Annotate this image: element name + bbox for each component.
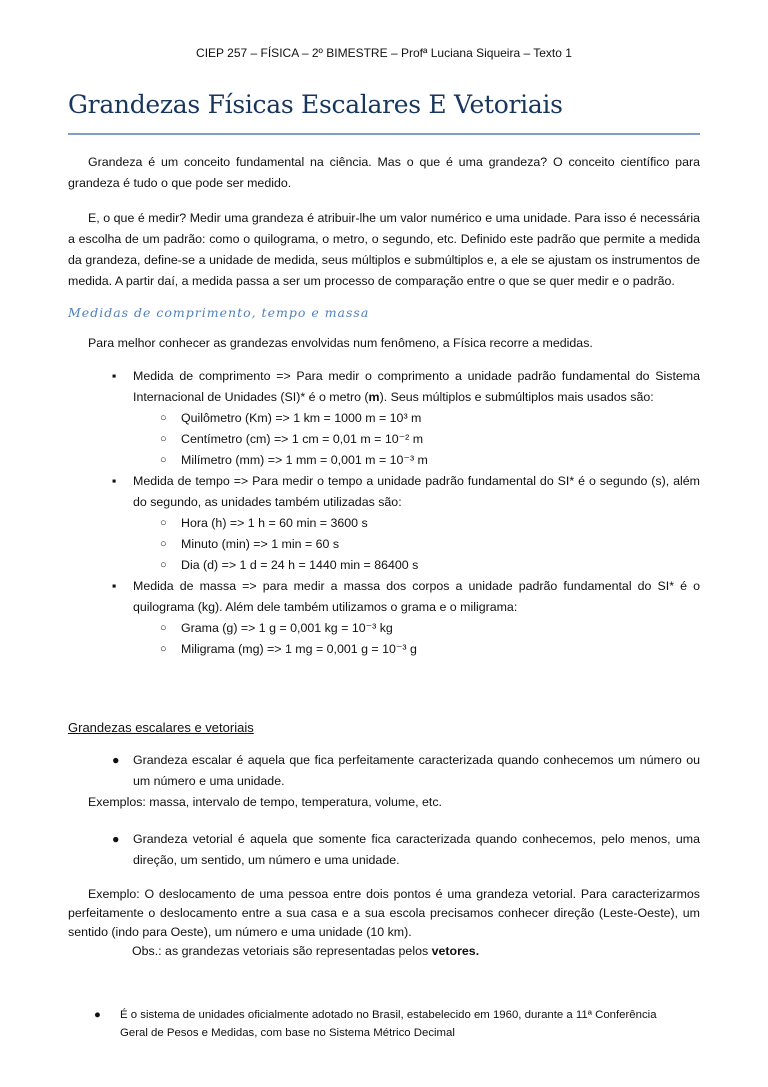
list-item xyxy=(68,555,700,576)
item-text: ). Seus múltiplos e submúltiplos mais usados são: xyxy=(379,390,654,404)
item-text: Centímetro (cm) => 1 cm = 0,01 m = 10⁻² m xyxy=(181,432,424,446)
list-item xyxy=(68,450,700,471)
measures-list xyxy=(68,366,700,660)
footnote xyxy=(68,1006,700,1042)
paragraph-measuring: E, o que é medir? Medir uma grandeza é atribuir-lhe um valor numérico e uma unidade. Para isso é necessária a escolha de um padrão: como o quilograma, o metro, o segundo, etc. Definido este padrão que permite a medida da grandeza, define-se a unidade de medida, seus múltiplos e submúltiplos e, a ele se ajustam os instrumentos de medida. A partir daí, a medida passa a ser um processo de comparação entre o que se quer medir e o padrão. xyxy=(68,211,700,288)
circle-bullet-icon: ○ xyxy=(160,412,167,424)
paragraph-definition: Grandeza é um conceito fundamental na ciência. Mas o que é uma grandeza? O conceito científico para grandeza é tudo o que pode ser medido. xyxy=(68,155,700,190)
title-divider xyxy=(68,133,700,135)
list-item xyxy=(68,429,700,450)
section-heading: Grandezas escalares e vetoriais xyxy=(68,720,254,735)
scalar-examples: Exemplos: massa, intervalo de tempo, temperatura, volume, etc. xyxy=(88,795,442,809)
list-item xyxy=(68,513,700,534)
list-item xyxy=(68,408,700,429)
list-item xyxy=(68,471,700,513)
paragraph-intro: Para melhor conhecer as grandezas envolvidas num fenômeno, a Física recorre a medidas. xyxy=(88,336,593,350)
item-text: Miligrama (mg) => 1 mg = 0,001 g = 10⁻³ g xyxy=(181,642,417,656)
body xyxy=(68,152,700,660)
list-item xyxy=(68,829,700,871)
item-text: Medida de tempo => Para medir o tempo a unidade padrão fundamental do SI* é o segundo (s), além do segundo, as unidades também utilizadas são: xyxy=(133,474,700,509)
section-scalar-vector xyxy=(68,717,700,961)
obs-text: Obs.: as grandezas vetoriais são representadas pelos xyxy=(132,944,432,958)
square-bullet-icon: ▪ xyxy=(112,579,117,593)
circle-bullet-icon: ○ xyxy=(160,538,167,550)
circle-bullet-icon: ○ xyxy=(160,433,167,445)
square-bullet-icon: ▪ xyxy=(112,474,117,488)
item-text: Hora (h) => 1 h = 60 min = 3600 s xyxy=(181,516,368,530)
item-bold: m xyxy=(368,390,380,404)
list-item xyxy=(68,618,700,639)
item-text: Grama (g) => 1 g = 0,001 kg = 10⁻³ kg xyxy=(181,621,393,635)
footnote-item xyxy=(68,1006,700,1042)
page-header: CIEP 257 – FÍSICA – 2º BIMESTRE – Profª Luciana Siqueira – Texto 1 xyxy=(196,46,572,60)
list-item xyxy=(68,366,700,408)
item-text: Quilômetro (Km) => 1 km = 1000 m = 10³ m xyxy=(181,411,422,425)
circle-bullet-icon: ○ xyxy=(160,643,167,655)
bullet-icon: ● xyxy=(112,832,120,846)
item-text: Dia (d) => 1 d = 24 h = 1440 min = 86400 s xyxy=(181,558,419,572)
list-item xyxy=(68,534,700,555)
circle-bullet-icon: ○ xyxy=(160,622,167,634)
item-text: Medida de comprimento => Para medir o comprimento a unidade padrão fundamental do Sistema Internacional de Unidades (SI)* é o metro ( xyxy=(133,369,700,404)
circle-bullet-icon: ○ xyxy=(160,559,167,571)
list-item xyxy=(68,750,700,792)
list-item xyxy=(68,576,700,618)
circle-bullet-icon: ○ xyxy=(160,454,167,466)
item-text: Grandeza escalar é aquela que fica perfeitamente caracterizada quando conhecemos um número ou um número e uma unidade. xyxy=(133,753,700,788)
item-text: Milímetro (mm) => 1 mm = 0,001 m = 10⁻³ m xyxy=(181,453,428,467)
subheading-measures: Medidas de comprimento, tempo e massa xyxy=(68,305,370,320)
square-bullet-icon: ▪ xyxy=(112,369,117,383)
page-title: Grandezas Físicas Escalares E Vetoriais xyxy=(68,90,563,119)
item-text: Minuto (min) => 1 min = 60 s xyxy=(181,537,340,551)
item-text: Grandeza vetorial é aquela que somente fica caracterizada quando conhecemos, pelo menos, uma direção, um sentido, um número e uma unidade. xyxy=(133,832,700,867)
bullet-icon: ● xyxy=(112,753,120,767)
list-item xyxy=(68,639,700,660)
circle-bullet-icon: ○ xyxy=(160,517,167,529)
vector-list xyxy=(68,829,700,871)
scalar-list xyxy=(68,750,700,792)
paragraph-example: Exemplo: O deslocamento de uma pessoa entre dois pontos é uma grandeza vetorial. Para caracterizarmos perfeitamente o deslocamento entre a sua casa e a sua escola precisamos conhecer direção (Leste-Oeste), um sentido (indo para Oeste), um número e uma unidade (10 km). xyxy=(68,887,700,939)
bullet-icon: ● xyxy=(94,1009,101,1021)
item-text: Medida de massa => para medir a massa dos corpos a unidade padrão fundamental do SI* é o quilograma (kg). Além dele também utilizamos o grama e o miligrama: xyxy=(133,579,700,614)
footnote-text: É o sistema de unidades oficialmente adotado no Brasil, estabelecido em 1960, durante a 11ª Conferência Geral de Pesos e Medidas, com base no Sistema Métrico Decimal xyxy=(120,1009,657,1039)
obs-note xyxy=(68,942,700,961)
obs-bold: vetores. xyxy=(431,944,480,958)
